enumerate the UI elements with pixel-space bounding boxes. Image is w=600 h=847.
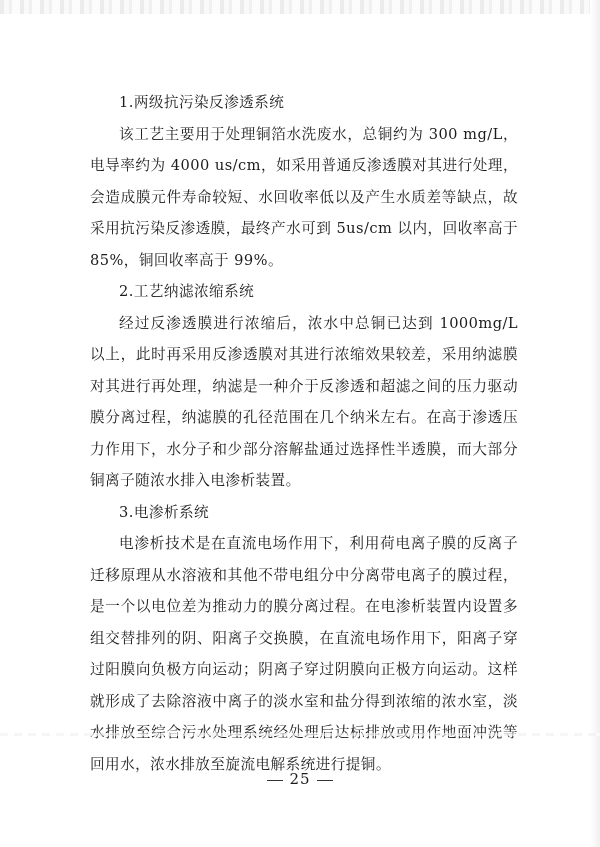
section-2-paragraph: 经过反渗透膜进行浓缩后，浓水中总铜已达到 1000mg/L 以上，此时再采用反渗透膜对其进行浓缩效果较差，采用纳滤膜对其进行再处理，纳滤是一种介于反渗透和超滤之间的压力驱动膜分离过程，纳滤膜的孔径范围在几个纳米左右。在高于渗透压力作用下，水分子和少部分溶解盐通过选择性半透膜，而大部分铜离子随浓水排入电渗析装置。	[90, 314, 518, 489]
page-footer	[0, 770, 600, 788]
footer-dash-left	[267, 780, 283, 781]
section-2-heading: 2.工艺纳滤浓缩系统	[119, 283, 255, 300]
section-3-heading: 3.电渗析系统	[119, 503, 210, 521]
document-body	[90, 87, 518, 780]
scan-edge-right	[590, 0, 600, 847]
page-number: 25	[289, 770, 311, 788]
section-1-paragraph: 该工艺主要用于处理铜箔水洗废水，总铜约为 300 mg/L，电导率约为 4000 us/cm，如采用普通反渗透膜对其进行处理，会造成膜元件寿命较短、水回收率低以及产生水质差等缺点，故采用抗污染反渗透膜，最终产水可到 5us/cm 以内，回收率高于 85%，铜回收率高于 99%。	[90, 125, 518, 269]
section-3-paragraph: 电渗析技术是在直流电场作用下，利用荷电离子膜的反离子迁移原理从水溶液和其他不带电组分中分离带电离子的膜过程，是一个以电位差为推动力的膜分离过程。在电渗析装置内设置多组交替排列的阴、阳离子交换膜，在直流电场作用下，阳离子穿过阳膜向负极方向运动；阴离子穿过阴膜向正极方向运动。这样就形成了去除溶液中离子的淡水室和盐分得到浓缩的浓水室，淡 回用水，浓水排放至旋流电解系统进行提铜。	[90, 535, 518, 773]
scan-artifact-line	[0, 733, 600, 736]
section-1-heading: 1.两级抗污染反渗透系统	[119, 94, 285, 111]
footer-dash-right	[317, 780, 333, 781]
scan-edge-top	[0, 0, 600, 14]
